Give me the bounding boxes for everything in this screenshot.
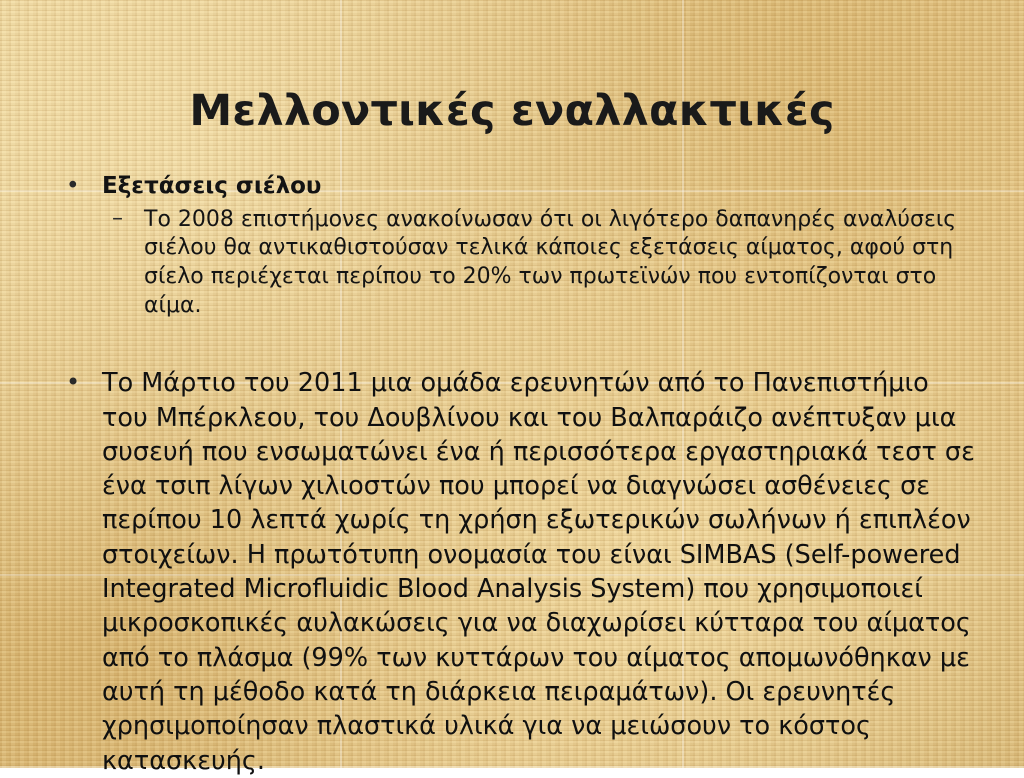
bullet-dash-icon: – [112,205,123,231]
list-item-text: Εξετάσεις σιέλου [102,173,322,199]
slide-title: Μελλοντικές εναλλακτικές [189,85,835,136]
list-item [50,206,980,320]
bullet-dot-icon: • [66,173,80,199]
paragraph-spacer [50,322,980,366]
list-item [50,366,980,778]
list-item-text: Το Μάρτιο του 2011 μια ομάδα ερευνητών από το Πανεπιστήμιο του Μπέρκλεου, του Δουβλίνου και του Βαλπαράιζο ανέπτυξαν μια συσευή που ενσωματώνει ένα ή περισσότερα εργαστηριακά τεστ σε ένα τσιπ λίγων χιλιοστών που μπορεί να διαγνώσει ασθένειες σε περίπου 10 λεπτά χωρίς τη χρήση εξωτερικών σωλήνων ή επιπλέον στοιχείων. Η πρωτότυπη ονομασία του είναι SIMBAS (Self-powered Integrated Microfluidic Blood Analysis System) που χρησιμοποιεί μικροσκοπικές αυλακώσεις για να διαχωρίσει κύτταρα του αίματος από το πλάσμα (99% των κυττάρων του αίματος απομωνόθηκαν με αυτή τη μέθοδο κατά τη διάρκεια πειραμάτων). Οι ερευνητές χρησιμοποίησαν πλαστικά υλικά για να μειώσουν το κόστος κατασκευής. [102,368,975,776]
list-item [50,172,980,202]
slide-body [50,172,980,778]
list-item-text: Το 2008 επιστήμονες ανακοίνωσαν ότι οι λιγότερο δαπανηρές αναλύσεις σιέλου θα αντικαθιστούσαν τελικά κάποιες εξετάσεις αίματος, αφού στη σίελο περιέχεται περίπου το 20% των πρωτεϊνών που εντοπίζονται στο αίμα. [144,206,957,318]
bullet-dot-icon: • [66,368,81,397]
